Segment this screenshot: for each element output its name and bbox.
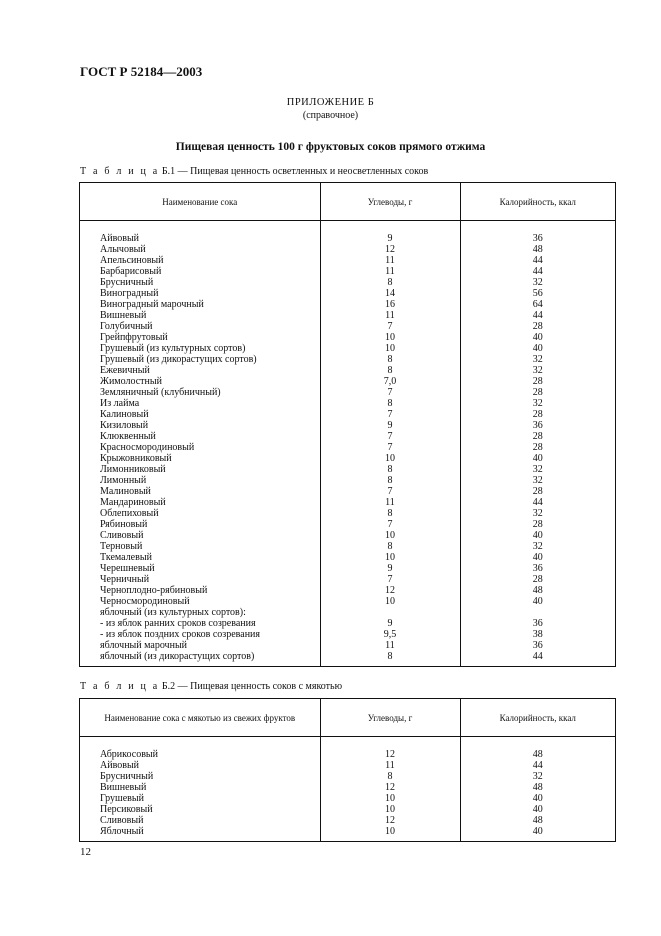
table1-header-row (80, 183, 615, 221)
page-number: 12 (80, 846, 91, 858)
table-row (80, 277, 615, 288)
calories-cell: 40 (460, 343, 615, 354)
table1-caption-prefix: Т а б л и ц а (80, 166, 160, 177)
juice-name-cell: яблочный марочный (100, 640, 188, 651)
juice-name-cell: Грейпфрутовый (100, 332, 168, 343)
carbs-cell: 7 (320, 431, 460, 442)
table1-caption-text: Б.1 — Пищевая ценность осветленных и неосветленных соков (159, 166, 429, 177)
carbs-cell: 9 (320, 221, 460, 245)
table-row (80, 288, 615, 299)
carbs-cell: 7 (320, 574, 460, 585)
table-row (80, 387, 615, 398)
carbs-cell: 12 (320, 244, 460, 255)
calories-cell: 28 (460, 574, 615, 585)
carbs-cell: 8 (320, 651, 460, 666)
juice-name-cell: Грушевый (100, 793, 144, 804)
juice-name-cell: Алычовый (100, 244, 146, 255)
table-row (80, 519, 615, 530)
table-row (80, 244, 615, 255)
juice-name-cell: Красносмородиновый (100, 442, 195, 453)
annex-heading: ПРИЛОЖЕНИЕ Б (286, 97, 375, 108)
table-row (80, 541, 615, 552)
table-row (80, 552, 615, 563)
carbs-cell: 7 (320, 442, 460, 453)
table-row (80, 221, 615, 245)
table2-header-name: Наименование сока с мякотью из свежих фруктов (80, 699, 320, 737)
carbs-cell: 12 (320, 815, 460, 826)
carbs-cell: 8 (320, 354, 460, 365)
carbs-cell: 12 (320, 585, 460, 596)
carbs-cell: 10 (320, 793, 460, 804)
calories-cell: 48 (460, 737, 615, 761)
table-row (80, 398, 615, 409)
juice-name-cell: Черносмородиновый (100, 596, 190, 607)
calories-cell: 36 (460, 618, 615, 629)
table2-caption-text: Б.2 — Пищевая ценность соков с мякотью (159, 681, 343, 692)
calories-cell: 38 (460, 629, 615, 640)
carbs-cell: 7 (320, 486, 460, 497)
juice-name-cell: Виноградный марочный (100, 299, 204, 310)
carbs-cell: 8 (320, 277, 460, 288)
table-row (80, 737, 615, 761)
juice-name-cell: Лимонниковый (100, 464, 166, 475)
table-row (80, 563, 615, 574)
calories-cell: 32 (460, 464, 615, 475)
calories-cell: 48 (460, 585, 615, 596)
calories-cell: 44 (460, 497, 615, 508)
calories-cell: 40 (460, 804, 615, 815)
juice-name-cell: Облепиховый (100, 508, 159, 519)
table-row (80, 299, 615, 310)
juice-name-cell: Рябиновый (100, 519, 148, 530)
table-row (80, 255, 615, 266)
calories-cell: 40 (460, 793, 615, 804)
carbs-cell: 10 (320, 332, 460, 343)
table-row (80, 618, 615, 629)
calories-cell: 44 (460, 255, 615, 266)
juice-name-cell: Земляничный (клубничный) (100, 387, 221, 398)
calories-cell: 28 (460, 376, 615, 387)
table-row (80, 793, 615, 804)
calories-cell (460, 607, 615, 618)
calories-cell: 32 (460, 277, 615, 288)
carbs-cell: 11 (320, 760, 460, 771)
carbs-cell: 8 (320, 508, 460, 519)
table-row (80, 409, 615, 420)
table-row (80, 508, 615, 519)
juice-name-cell: Черничный (100, 574, 150, 585)
table2-header-row (80, 699, 615, 737)
calories-cell: 44 (460, 310, 615, 321)
table-row (80, 486, 615, 497)
juice-name-cell: Вишневый (100, 782, 147, 793)
table-row (80, 640, 615, 651)
juice-name-cell: - из яблок ранних сроков созревания (100, 618, 256, 629)
calories-cell: 40 (460, 596, 615, 607)
juice-name-cell: Виноградный (100, 288, 159, 299)
juice-name-cell: Малиновый (100, 486, 151, 497)
carbs-cell: 11 (320, 640, 460, 651)
carbs-cell: 11 (320, 266, 460, 277)
calories-cell: 44 (460, 266, 615, 277)
table-juices-clarified (80, 183, 615, 666)
calories-cell: 36 (460, 640, 615, 651)
table-row (80, 782, 615, 793)
carbs-cell: 9 (320, 420, 460, 431)
calories-cell: 40 (460, 552, 615, 563)
carbs-cell: 10 (320, 804, 460, 815)
table-row (80, 826, 615, 841)
carbs-cell: 10 (320, 596, 460, 607)
table-row (80, 629, 615, 640)
table1-header-calories: Калорийность, ккал (460, 183, 615, 221)
carbs-cell: 9 (320, 563, 460, 574)
table1-caption (80, 166, 428, 177)
calories-cell: 32 (460, 365, 615, 376)
calories-cell: 28 (460, 409, 615, 420)
carbs-cell: 10 (320, 530, 460, 541)
juice-name-cell: Крыжовниковый (100, 453, 172, 464)
carbs-cell: 11 (320, 255, 460, 266)
table-row (80, 815, 615, 826)
carbs-cell (320, 607, 460, 618)
table2-header-carbs: Углеводы, г (320, 699, 460, 737)
table2-body (80, 737, 615, 842)
calories-cell: 28 (460, 431, 615, 442)
carbs-cell: 14 (320, 288, 460, 299)
juice-name-cell: Терновый (100, 541, 143, 552)
table-row (80, 651, 615, 666)
calories-cell: 32 (460, 475, 615, 486)
juice-name-cell: Айвовый (100, 233, 140, 244)
carbs-cell: 8 (320, 464, 460, 475)
juice-name-cell: Ежевичный (100, 365, 150, 376)
table-row (80, 431, 615, 442)
carbs-cell: 10 (320, 552, 460, 563)
calories-cell: 32 (460, 354, 615, 365)
table2-caption (80, 681, 342, 692)
table-row (80, 343, 615, 354)
calories-cell: 48 (460, 815, 615, 826)
carbs-cell: 12 (320, 737, 460, 761)
carbs-cell: 10 (320, 453, 460, 464)
calories-cell: 48 (460, 244, 615, 255)
calories-cell: 36 (460, 221, 615, 245)
calories-cell: 28 (460, 442, 615, 453)
table-row (80, 497, 615, 508)
juice-name-cell: Вишневый (100, 310, 147, 321)
calories-cell: 40 (460, 826, 615, 841)
carbs-cell: 10 (320, 343, 460, 354)
table2-header-calories: Калорийность, ккал (460, 699, 615, 737)
table-row (80, 310, 615, 321)
juice-name-cell: Голубичный (100, 321, 153, 332)
juice-name-cell: Апельсиновый (100, 255, 164, 266)
table-row (80, 365, 615, 376)
calories-cell: 40 (460, 332, 615, 343)
calories-cell: 32 (460, 508, 615, 519)
table-row (80, 804, 615, 815)
calories-cell: 44 (460, 760, 615, 771)
carbs-cell: 7 (320, 519, 460, 530)
juice-name-cell: Брусничный (100, 277, 154, 288)
juice-name-cell: Калиновый (100, 409, 149, 420)
carbs-cell: 11 (320, 310, 460, 321)
juice-name-cell: Лимонный (100, 475, 147, 486)
juice-name-cell: Черноплодно-рябиновый (100, 585, 208, 596)
juice-name-cell: Барбарисовый (100, 266, 162, 277)
calories-cell: 28 (460, 387, 615, 398)
juice-name-cell: яблочный (из культурных сортов): (100, 607, 246, 618)
table1-header-carbs: Углеводы, г (320, 183, 460, 221)
juice-name-cell: Жимолостный (100, 376, 162, 387)
carbs-cell: 8 (320, 771, 460, 782)
document-title: Пищевая ценность 100 г фруктовых соков прямого отжима (175, 141, 486, 153)
table-row (80, 420, 615, 431)
juice-name-cell: Ткемалевый (100, 552, 152, 563)
carbs-cell: 12 (320, 782, 460, 793)
table-row (80, 332, 615, 343)
juice-name-cell: яблочный (из дикорастущих сортов) (100, 651, 255, 662)
calories-cell: 40 (460, 530, 615, 541)
table-row (80, 354, 615, 365)
carbs-cell: 7 (320, 321, 460, 332)
carbs-cell: 8 (320, 541, 460, 552)
standard-code: ГОСТ Р 52184—2003 (80, 64, 203, 79)
table-row (80, 574, 615, 585)
juice-name-cell: Абрикосовый (100, 749, 158, 760)
table-row (80, 760, 615, 771)
juice-name-cell: Яблочный (100, 826, 144, 837)
juice-name-cell: Черешневый (100, 563, 155, 574)
juice-name-cell: Сливовый (100, 815, 144, 826)
calories-cell: 28 (460, 486, 615, 497)
table-juices-with-pulp (80, 699, 615, 841)
carbs-cell: 7,0 (320, 376, 460, 387)
table-row (80, 376, 615, 387)
carbs-cell: 7 (320, 387, 460, 398)
calories-cell: 44 (460, 651, 615, 666)
carbs-cell: 8 (320, 365, 460, 376)
calories-cell: 48 (460, 782, 615, 793)
juice-name-cell: - из яблок поздних сроков созревания (100, 629, 260, 640)
juice-name-cell: Мандариновый (100, 497, 166, 508)
juice-name-cell: Грушевый (из культурных сортов) (100, 343, 246, 354)
juice-name-cell: Сливовый (100, 530, 144, 541)
table-row (80, 321, 615, 332)
juice-name-cell: Из лайма (100, 398, 140, 409)
annex-note: (справочное) (302, 110, 359, 121)
juice-name-cell: Персиковый (100, 804, 153, 815)
table-row (80, 475, 615, 486)
calories-cell: 28 (460, 321, 615, 332)
calories-cell: 32 (460, 398, 615, 409)
calories-cell: 32 (460, 771, 615, 782)
juice-name-cell: Клюквенный (100, 431, 156, 442)
calories-cell: 64 (460, 299, 615, 310)
juice-name-cell: Кизиловый (100, 420, 149, 431)
table-row (80, 453, 615, 464)
carbs-cell: 11 (320, 497, 460, 508)
carbs-cell: 9 (320, 618, 460, 629)
carbs-cell: 9,5 (320, 629, 460, 640)
calories-cell: 56 (460, 288, 615, 299)
carbs-cell: 8 (320, 475, 460, 486)
table1-header-name: Наименование сока (80, 183, 320, 221)
juice-name-cell: Айвовый (100, 760, 140, 771)
table-row (80, 607, 615, 618)
table-row (80, 771, 615, 782)
calories-cell: 36 (460, 420, 615, 431)
juice-name-cell: Грушевый (из дикорастущих сортов) (100, 354, 257, 365)
table2-caption-prefix: Т а б л и ц а (80, 681, 160, 692)
calories-cell: 36 (460, 563, 615, 574)
calories-cell: 40 (460, 453, 615, 464)
carbs-cell: 16 (320, 299, 460, 310)
table-row (80, 530, 615, 541)
carbs-cell: 8 (320, 398, 460, 409)
carbs-cell: 10 (320, 826, 460, 841)
juice-name-cell: Брусничный (100, 771, 154, 782)
table-row (80, 596, 615, 607)
table1-body (80, 221, 615, 667)
table-row (80, 442, 615, 453)
calories-cell: 28 (460, 519, 615, 530)
table-row (80, 266, 615, 277)
calories-cell: 32 (460, 541, 615, 552)
table-row (80, 464, 615, 475)
carbs-cell: 7 (320, 409, 460, 420)
table-row (80, 585, 615, 596)
